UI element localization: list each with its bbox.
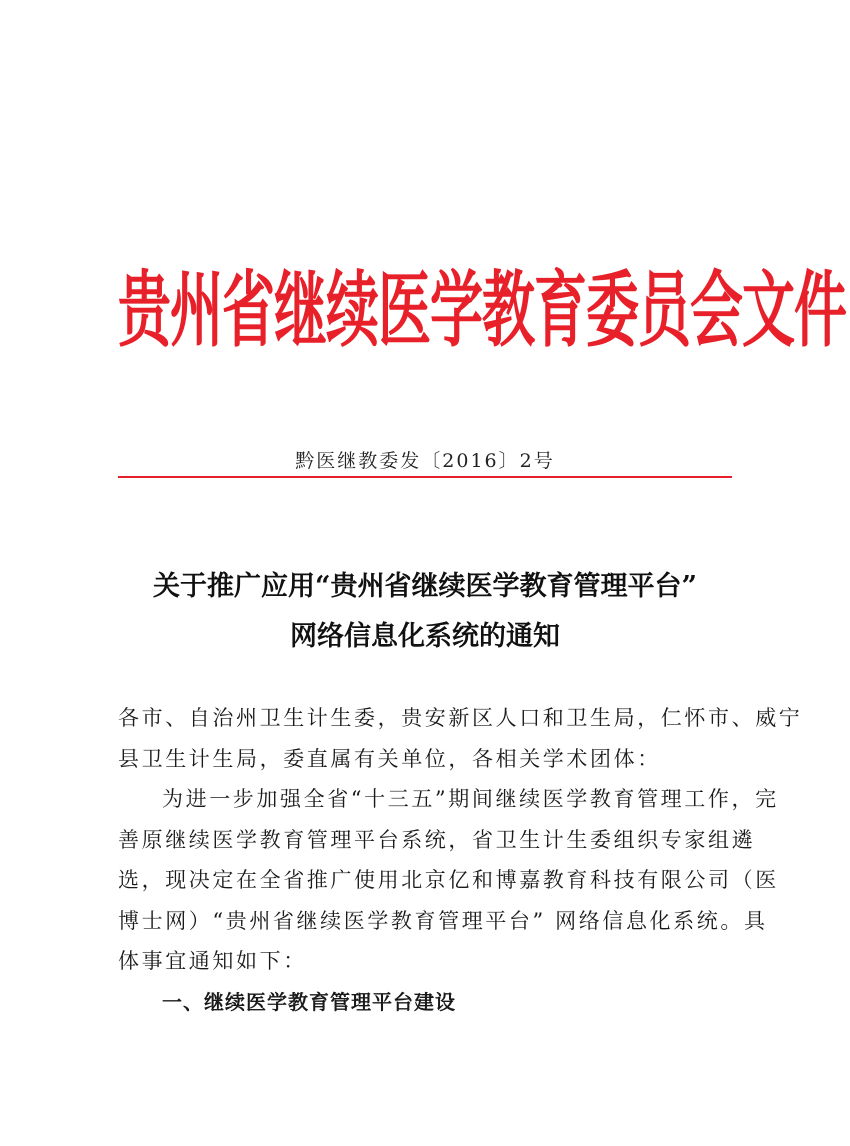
body-line-addressees-2: 县卫生计生局，委直属有关单位，各相关学术团体：	[118, 746, 661, 771]
body-line-paragraph-5: 体事宜通知如下：	[118, 949, 307, 973]
document-number: 黔医继教委发〔2016〕2号	[295, 450, 555, 472]
body-line-paragraph-4: 博士网）“贵州省继续医学教育管理平台” 网络信息化系统。具	[118, 908, 768, 933]
section-heading-1: 一、继续医学教育管理平台建设	[162, 989, 456, 1014]
body-line-addressees-1: 各市、自治州卫生计生委，贵安新区人口和卫生局，仁怀市、威宁	[118, 706, 803, 730]
body-line-paragraph-3: 选，现决定在全省推广使用北京亿和博嘉教育科技有限公司（医	[118, 868, 779, 892]
body-line-paragraph-1: 为进一步加强全省“十三五”期间继续医学教育管理工作，完	[162, 787, 779, 811]
masthead-title: 贵州省继续医学教育委员会文件	[118, 263, 846, 359]
body-line-paragraph-2: 善原继续医学教育管理平台系统，省卫生计生委组织专家组遴	[118, 827, 756, 852]
red-divider-line	[118, 476, 732, 478]
notice-title-line-2: 网络信息化系统的通知	[290, 621, 560, 652]
notice-body	[118, 698, 803, 1022]
notice-title	[100, 562, 750, 662]
notice-title-line-1: 关于推广应用“贵州省继续医学教育管理平台”	[152, 571, 698, 602]
